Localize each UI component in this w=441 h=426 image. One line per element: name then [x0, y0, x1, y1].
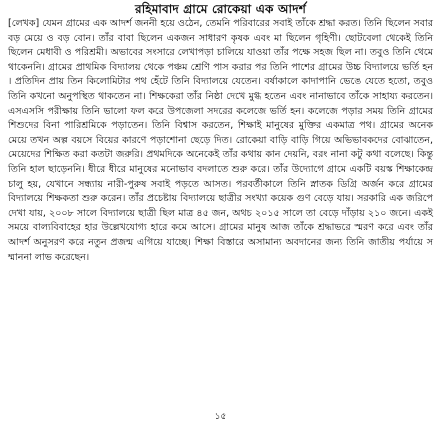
- page-title: রহিমাবাদ গ্রামে রোকেয়া এক আদর্শ: [134, 2, 307, 16]
- page-number: ১৫: [214, 412, 227, 422]
- body-paragraph: [লেখক] যেমন গ্রামের এক আদর্শ জননী হয়ে ওঠেন, তেমনি পরিবারের সবাই তাঁকে শ্রদ্ধা করত। তিনি ছিলেন সবার বড় মেয়ে ও বড় বোন। তাঁর বাবা ছিলেন একজন সাধারণ কৃষক এবং মা ছিলেন গৃহিণী। ছোটবেলা থেকেই তিনি ছিলেন মেধাবী ও পরিশ্রমী। অভাবের সংসারে লেখাপড়া চালিয়ে যাওয়া তাঁর পক্ষে সহজ ছিল না। তবুও তিনি থেমে থাকেননি। গ্রামের প্রাথমিক বিদ্যালয় থেকে পঞ্চম শ্রেণি পাস করার পর তিনি পাশের গ্রামের উচ্চ বিদ্যালয়ে ভর্তি হন। প্রতিদিন প্রায় তিন কিলোমিটার পথ হেঁটে তিনি বিদ্যালয়ে যেতেন। বর্ষাকালে কাদাপানি ভেঙে যেতে হতো, তবুও তিনি কখনো অনুপস্থিত থাকতেন না। শিক্ষকেরা তাঁর নিষ্ঠা দেখে মুগ্ধ হতেন এবং নানাভাবে তাঁকে সাহায্য করতেন। এসএসসি পরীক্ষায় তিনি ভালো ফল করে উপজেলা সদরের কলেজে ভর্তি হন। কলেজে পড়ার সময় তিনি গ্রামের শিশুদের বিনা পারিশ্রমিকে পড়াতেন। তিনি বিশ্বাস করতেন, শিক্ষাই মানুষের মুক্তির একমাত্র পথ। গ্রামের অনেক মেয়ে তখন অল্প বয়সে বিয়ের কারণে পড়াশোনা ছেড়ে দিত। রোকেয়া বাড়ি বাড়ি গিয়ে অভিভাবকদের বোঝাতেন, মেয়েদের শিক্ষিত করা কতটা জরুরি। প্রথমদিকে অনেকেই তাঁর কথায় কান দেয়নি, বরং নানা কটু কথা বলেছে। কিন্তু তিনি হাল ছাড়েননি। ধীরে ধীরে মানুষের মনোভাব বদলাতে শুরু করে। তাঁর উদ্যোগে গ্রামে একটি বয়স্ক শিক্ষাকেন্দ্র চালু হয়, যেখানে সন্ধ্যায় নারী-পুরুষ সবাই পড়তে আসত। পরবর্তীকালে তিনি স্নাতক ডিগ্রি অর্জন করে গ্রামের বিদ্যালয়ে শিক্ষকতা শুরু করেন। তাঁর প্রচেষ্টায় বিদ্যালয়ে ছাত্রীর সংখ্যা কয়েক গুণ বেড়ে যায়। সরকারি এক জরিপে দেখা যায়, ২০০৮ সালে বিদ্যালয়ে ছাত্রী ছিল মাত্র ৪৫ জন, অথচ ২০১৫ সালে তা বেড়ে দাঁড়ায় ২১০ জনে। একই সময়ে বাল্যবিবাহের হার উল্লেখযোগ্য হারে কমে আসে। গ্রামের মানুষ আজ তাঁকে শ্রদ্ধাভরে স্মরণ করে এবং তাঁর আদর্শ অনুসরণ করে নতুন প্রজন্ম এগিয়ে যাচ্ছে। শিক্ষা বিস্তারে অসামান্য অবদানের জন্য তিনি জাতীয় পর্যায়ে সম্মাননা লাভ করেছেন।: [8, 18, 433, 263]
